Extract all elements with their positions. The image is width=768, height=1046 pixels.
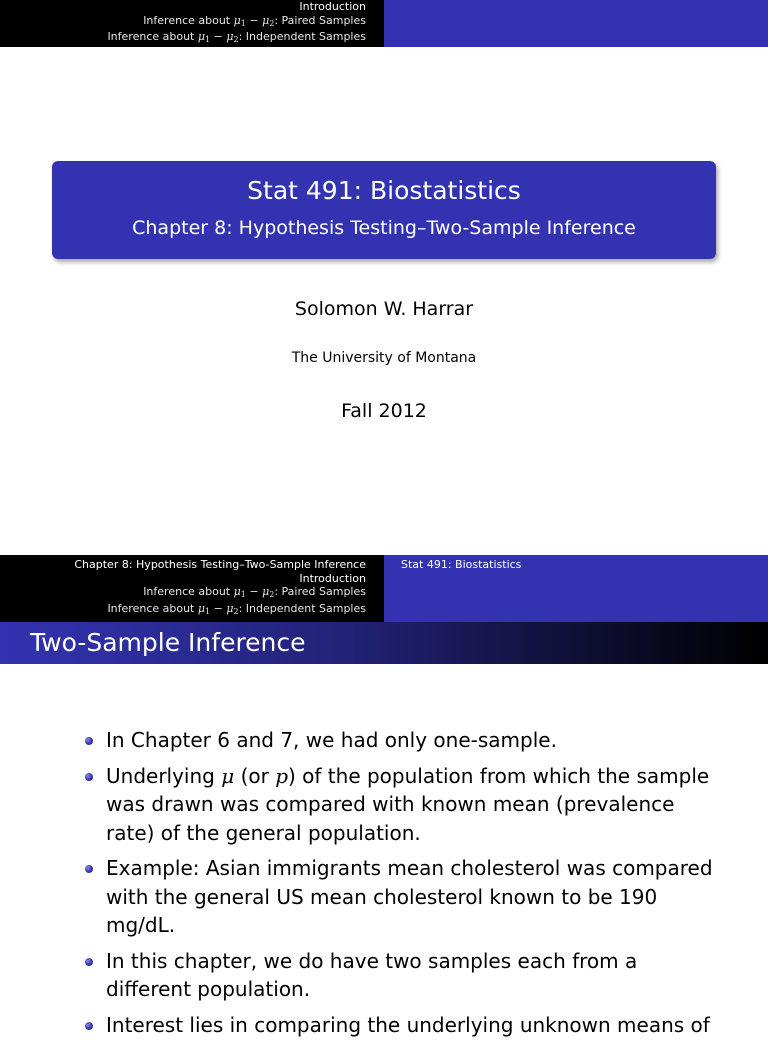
section-navigation [0,0,384,47]
bullet-list [0,726,768,1046]
course-title-link[interactable]: Stat 491: Biostatistics [384,555,768,622]
presentation-subtitle: Chapter 8: Hypothesis Testing–Two-Sample Inference [132,217,636,239]
list-item [0,726,768,755]
bullet-icon [85,737,93,745]
frame-title: Two-Sample Inference [0,622,768,664]
list-item [0,854,768,940]
nav-label: Inference about [143,585,231,598]
nav-suffix: : Paired Samples [274,13,366,27]
bullet-icon [85,865,93,873]
title-box [52,161,716,259]
mu1-minus-mu2: $\mu_1 - \mu_2$ [197,601,239,616]
bullet-icon [85,958,93,966]
nav-suffix: : Paired Samples [274,585,366,598]
bullet-icon [85,1022,93,1030]
slide-headline [0,555,768,622]
bullet-text: Interest lies in comparing the underlying unknown means of [106,1012,710,1037]
list-item [0,1011,768,1040]
nav-label: Inference about [143,13,231,27]
bullet-text-mid: (or [234,763,276,788]
mu1-minus-mu2: $\mu_1 - \mu_2$ [233,13,275,28]
bullet-text: Example: Asian immigrants mean cholesterol was compared with the general US mean cholesterol known to be 190 mg/dL. [106,856,713,937]
mu1-minus-mu2: $\mu_1 - \mu_2$ [233,585,275,599]
content-slide [0,555,768,1037]
bullet-text: In this chapter, we do have two samples each from a different population. [106,948,638,1001]
nav-independent-samples[interactable] [0,30,366,47]
nav-introduction[interactable]: Introduction [299,0,366,13]
list-item [0,762,768,848]
headline-right-panel [384,0,768,47]
nav-paired-samples[interactable] [0,585,366,602]
nav-suffix: : Independent Samples [238,601,366,615]
mu1-minus-mu2: $\mu_1 - \mu_2$ [197,30,239,44]
nav-paired-samples[interactable] [0,14,366,31]
p-symbol: p [275,763,289,788]
slide-headline [0,0,768,47]
bullet-text-post: ) of the population from which the sample was drawn was compared with known mean (prevalence rate) of the general population. [106,763,710,845]
author: Solomon W. Harrar [294,298,474,320]
nav-chapter[interactable]: Chapter 8: Hypothesis Testing–Two-Sample Inference [74,558,366,571]
date: Fall 2012 [341,400,427,422]
nav-introduction[interactable]: Introduction [299,571,366,585]
mu-symbol: μ [221,763,235,788]
institute: The University of Montana [291,350,477,366]
bullet-icon [85,773,93,781]
nav-label: Inference about [107,30,195,43]
list-item [0,947,768,1004]
bullet-text-pre: Underlying [106,763,222,788]
nav-suffix: : Independent Samples [238,30,366,43]
bullet-text: In Chapter 6 and 7, we had only one-sample. [106,728,557,752]
nav-independent-samples[interactable] [0,602,366,619]
nav-label: Inference about [107,601,195,615]
presentation-title: Stat 491: Biostatistics [247,176,521,205]
section-navigation [0,555,384,622]
